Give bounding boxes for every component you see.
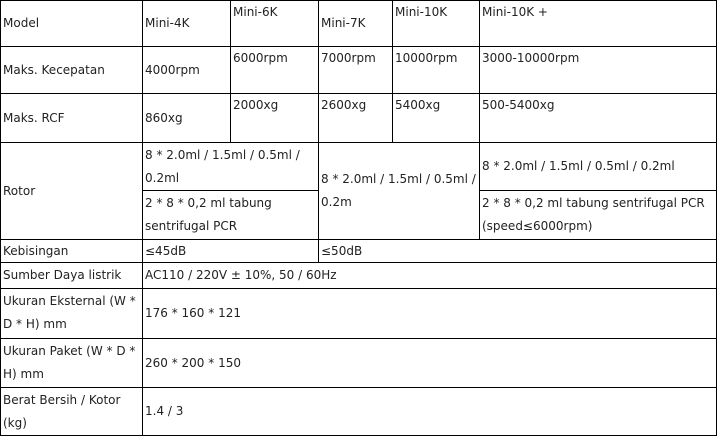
rotor-mini-7k-10k: 8 * 2.0ml / 1.5ml / 0.5ml / 0.2m [321, 172, 476, 209]
rotor-cell [480, 143, 717, 191]
speed-mini-6k: 6000rpm [233, 51, 288, 65]
rotor-mini-4k-6k-a: 8 * 2.0ml / 1.5ml / 0.5ml / 0.2ml [145, 148, 300, 185]
model-mini-4k: Mini-4K [145, 16, 190, 30]
rcf-cell [393, 94, 480, 143]
weight-label-cell [0, 388, 143, 436]
header-model-cell [319, 0, 393, 47]
rcf-mini-7k: 2600xg [321, 98, 367, 112]
header-model-cell [393, 0, 480, 47]
weight-value: 1.4 / 3 [145, 404, 184, 418]
header-model-cell [480, 0, 717, 47]
power-label-cell [0, 263, 143, 289]
speed-cell [393, 47, 480, 94]
power-cell [143, 263, 717, 289]
external-size-label: Ukuran Eksternal (W * D * H) mm [3, 294, 136, 331]
rcf-mini-10k: 5400xg [395, 98, 441, 112]
speed-label: Maks. Kecepatan [3, 62, 105, 77]
header-label-cell [0, 0, 143, 47]
external-size-cell [143, 289, 717, 339]
weight-label: Berat Bersih / Kotor (kg) [3, 393, 121, 430]
header-model-cell [143, 0, 231, 47]
model-mini-10k: Mini-10K [395, 5, 448, 19]
rcf-mini-4k: 860xg [145, 110, 183, 125]
power-value: AC110 / 220V ± 10%, 50 / 60Hz [145, 268, 337, 282]
package-size-label-cell [0, 339, 143, 388]
rotor-label-cell [0, 143, 143, 240]
speed-mini-10k-plus: 3000-10000rpm [482, 51, 580, 65]
noise-mini-4k-6k: ≤45dB [145, 243, 187, 258]
speed-mini-7k: 7000rpm [321, 51, 376, 65]
weight-cell [143, 388, 717, 436]
rotor-cell [319, 143, 480, 240]
package-size-value: 260 * 200 * 150 [145, 355, 241, 370]
rcf-mini-6k: 2000xg [233, 98, 279, 112]
rotor-cell [143, 143, 319, 191]
speed-cell [480, 47, 717, 94]
noise-label-cell [0, 240, 143, 263]
rotor-cell [480, 191, 717, 240]
rotor-mini-10k-plus-a: 8 * 2.0ml / 1.5ml / 0.5ml / 0.2ml [482, 159, 675, 173]
speed-cell [319, 47, 393, 94]
external-size-value: 176 * 160 * 121 [145, 306, 241, 320]
model-mini-6k: Mini-6K [233, 5, 278, 19]
rcf-mini-10k-plus: 500-5400xg [482, 98, 555, 112]
rcf-label-cell [0, 94, 143, 143]
speed-label-cell [0, 47, 143, 94]
package-size-label: Ukuran Paket (W * D * H) mm [3, 344, 136, 381]
power-label: Sumber Daya listrik [3, 268, 122, 282]
speed-mini-4k: 4000rpm [145, 62, 200, 77]
model-mini-10k-plus: Mini-10K + [482, 5, 548, 19]
header-label: Model [3, 16, 40, 30]
rcf-cell [319, 94, 393, 143]
external-size-label-cell [0, 289, 143, 339]
header-model-cell [231, 0, 319, 47]
rotor-mini-4k-6k-b: 2 * 8 * 0,2 ml tabung sentrifugal PCR [145, 196, 272, 233]
rotor-mini-10k-plus-b: 2 * 8 * 0,2 ml tabung sentrifugal PCR (speed≤6000rpm) [482, 196, 705, 233]
rotor-label: Rotor [3, 183, 36, 198]
noise-mini-7k-plus: ≤50dB [321, 243, 363, 258]
package-size-cell [143, 339, 717, 388]
noise-label: Kebisingan [3, 243, 69, 258]
rcf-label: Maks. RCF [3, 110, 65, 125]
model-mini-7k: Mini-7K [321, 16, 366, 30]
noise-cell [143, 240, 319, 263]
speed-cell [231, 47, 319, 94]
rcf-cell [480, 94, 717, 143]
speed-cell [143, 47, 231, 94]
noise-cell [319, 240, 717, 263]
rcf-cell [143, 94, 231, 143]
rotor-cell [143, 191, 319, 240]
speed-mini-10k: 10000rpm [395, 51, 458, 65]
rcf-cell [231, 94, 319, 143]
